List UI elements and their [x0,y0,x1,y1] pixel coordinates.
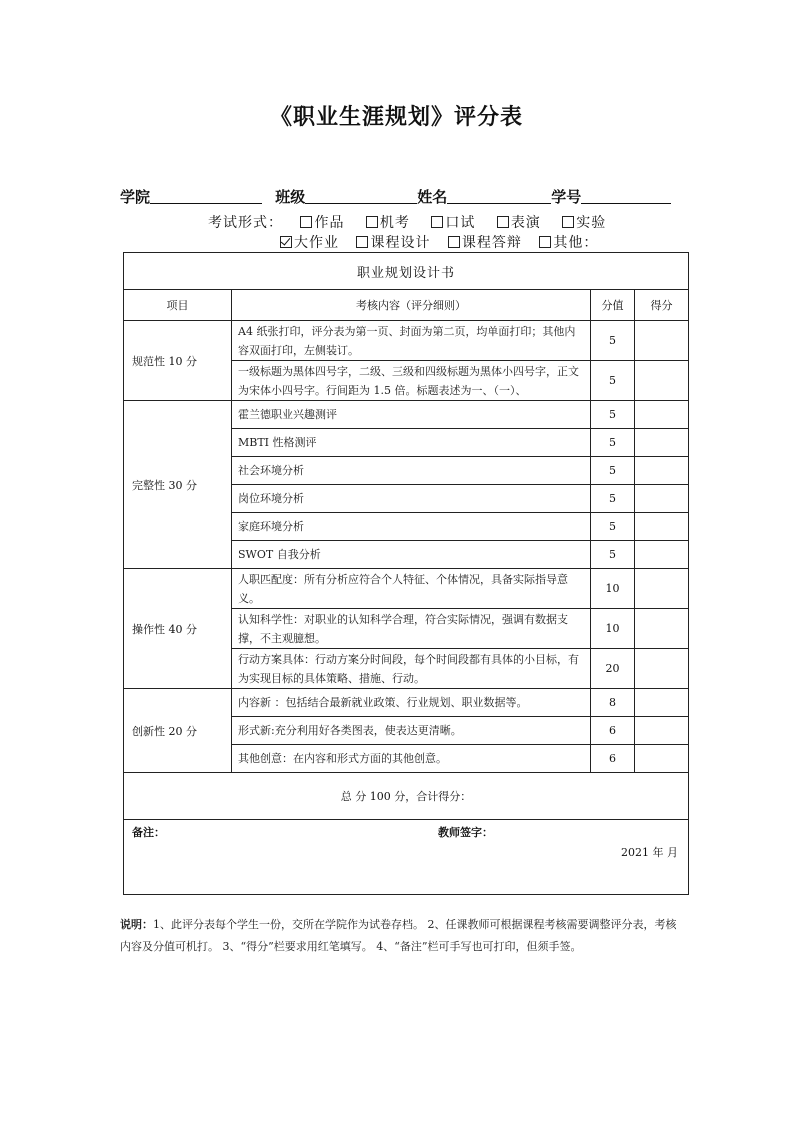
total-score-row[interactable]: 总 分 100 分，合计得分： [124,773,689,820]
date-text: 2021 年 月 [621,846,679,859]
points-cell: 20 [591,649,635,689]
score-input-cell[interactable] [635,541,689,569]
criteria-cell: 内容新 ：包括结合最新就业政策、行业规划、职业数据等。 [232,689,591,717]
table-row [124,321,689,361]
criteria-cell: MBTI 性格测评 [232,429,591,457]
score-input-cell[interactable] [635,485,689,513]
criteria-cell: 社会环境分析 [232,457,591,485]
exam-option[interactable]: 实验 [562,212,606,232]
remark-signature-cell[interactable] [124,820,689,895]
criteria-cell: 其他创意：在内容和形式方面的其他创意。 [232,745,591,773]
score-input-cell[interactable] [635,717,689,745]
table-row [124,689,689,717]
table-row [124,569,689,609]
checkbox-icon[interactable] [448,236,460,248]
points-cell: 5 [591,485,635,513]
note-text: 1、此评分表每个学生一份，交所在学院作为试卷存档。 2、任课教师可根据课程考核需要调整评分表，考核内容及分值可机打。 3、“得分”栏要求用红笔填写。 4、“备注”栏可手写也可打印，但须手签。 [120,918,677,953]
criteria-cell: SWOT 自我分析 [232,541,591,569]
grading-table [123,252,689,895]
points-cell: 10 [591,609,635,649]
criteria-cell: 形式新:充分利用好各类图表，使表达更清晰。 [232,717,591,745]
score-input-cell[interactable] [635,609,689,649]
remark-label: 备注： [132,826,165,839]
class-label: 班级 [275,188,306,206]
student-id-field[interactable] [581,188,671,204]
checkbox-icon[interactable] [497,216,509,228]
category-cell: 规范性 10 分 [124,321,232,401]
points-cell: 5 [591,513,635,541]
points-cell: 10 [591,569,635,609]
checkbox-icon[interactable] [431,216,443,228]
exam-option[interactable]: 课程答辩 [448,232,522,252]
student-info-line [120,186,680,207]
header-content: 考核内容（评分细则） [232,290,591,321]
page-title: 《职业生涯规划》评分表 [269,104,523,130]
name-field[interactable] [447,188,551,204]
checkbox-icon[interactable] [562,216,574,228]
college-field[interactable] [150,188,262,204]
criteria-cell: 人职匹配度：所有分析应符合个人特征、个体情况，具备实际指导意义。 [232,569,591,609]
score-input-cell[interactable] [635,321,689,361]
points-cell: 5 [591,321,635,361]
header-points: 分值 [591,290,635,321]
student-id-label: 学号 [551,188,582,206]
points-cell: 5 [591,429,635,457]
checked-checkbox-icon[interactable] [280,236,292,248]
points-cell: 6 [591,745,635,773]
criteria-cell: 行动方案具体：行动方案分时间段，每个时间段都有具体的小目标，有为实现目标的具体策略、措施、行动。 [232,649,591,689]
category-cell: 操作性 40 分 [124,569,232,689]
table-title: 职业规划设计书 [124,253,689,290]
exam-option[interactable]: 表演 [497,212,541,232]
header-item: 项目 [124,290,232,321]
exam-form-row-2 [280,232,598,252]
checkbox-icon[interactable] [366,216,378,228]
criteria-cell: 岗位环境分析 [232,485,591,513]
points-cell: 5 [591,361,635,401]
criteria-cell: 霍兰德职业兴趣测评 [232,401,591,429]
exam-option[interactable]: 作品 [300,212,344,232]
score-input-cell[interactable] [635,513,689,541]
note-label: 说明： [120,918,153,931]
category-cell: 完整性 30 分 [124,401,232,569]
exam-form-row-1 [208,212,606,232]
points-cell: 5 [591,541,635,569]
criteria-cell: 一级标题为黑体四号字，二级、三级和四级标题为黑体小四号字，正文为宋体小四号字。行间距为 1.5 倍。标题表述为一、（一）、 [232,361,591,401]
exam-option[interactable]: 课程设计 [356,232,430,252]
score-input-cell[interactable] [635,689,689,717]
score-input-cell[interactable] [635,649,689,689]
score-input-cell[interactable] [635,745,689,773]
points-cell: 5 [591,401,635,429]
score-input-cell[interactable] [635,401,689,429]
exam-option[interactable]: 口试 [431,212,475,232]
header-score: 得分 [635,290,689,321]
exam-form-label: 考试形式： [208,215,283,231]
score-input-cell[interactable] [635,361,689,401]
criteria-cell: 家庭环境分析 [232,513,591,541]
criteria-cell: A4 纸张打印，评分表为第一页、封面为第二页，均单面打印；其他内容双面打印，左侧装订。 [232,321,591,361]
class-field[interactable] [305,188,417,204]
category-cell: 创新性 20 分 [124,689,232,773]
points-cell: 8 [591,689,635,717]
points-cell: 5 [591,457,635,485]
exam-option[interactable]: 机考 [366,212,410,232]
exam-option[interactable]: 其他： [539,232,598,252]
score-input-cell[interactable] [635,429,689,457]
teacher-signature-label: 教师签字： [438,826,493,839]
checkbox-icon[interactable] [300,216,312,228]
instructions-note [120,914,682,958]
college-label: 学院 [120,188,151,206]
points-cell: 6 [591,717,635,745]
criteria-cell: 认知科学性：对职业的认知科学合理，符合实际情况，强调有数据支撑，不主观臆想。 [232,609,591,649]
table-row [124,401,689,429]
checkbox-icon[interactable] [356,236,368,248]
score-input-cell[interactable] [635,569,689,609]
name-label: 姓名 [417,188,448,206]
score-input-cell[interactable] [635,457,689,485]
exam-option-checked[interactable]: 大作业 [280,232,339,252]
checkbox-icon[interactable] [539,236,551,248]
